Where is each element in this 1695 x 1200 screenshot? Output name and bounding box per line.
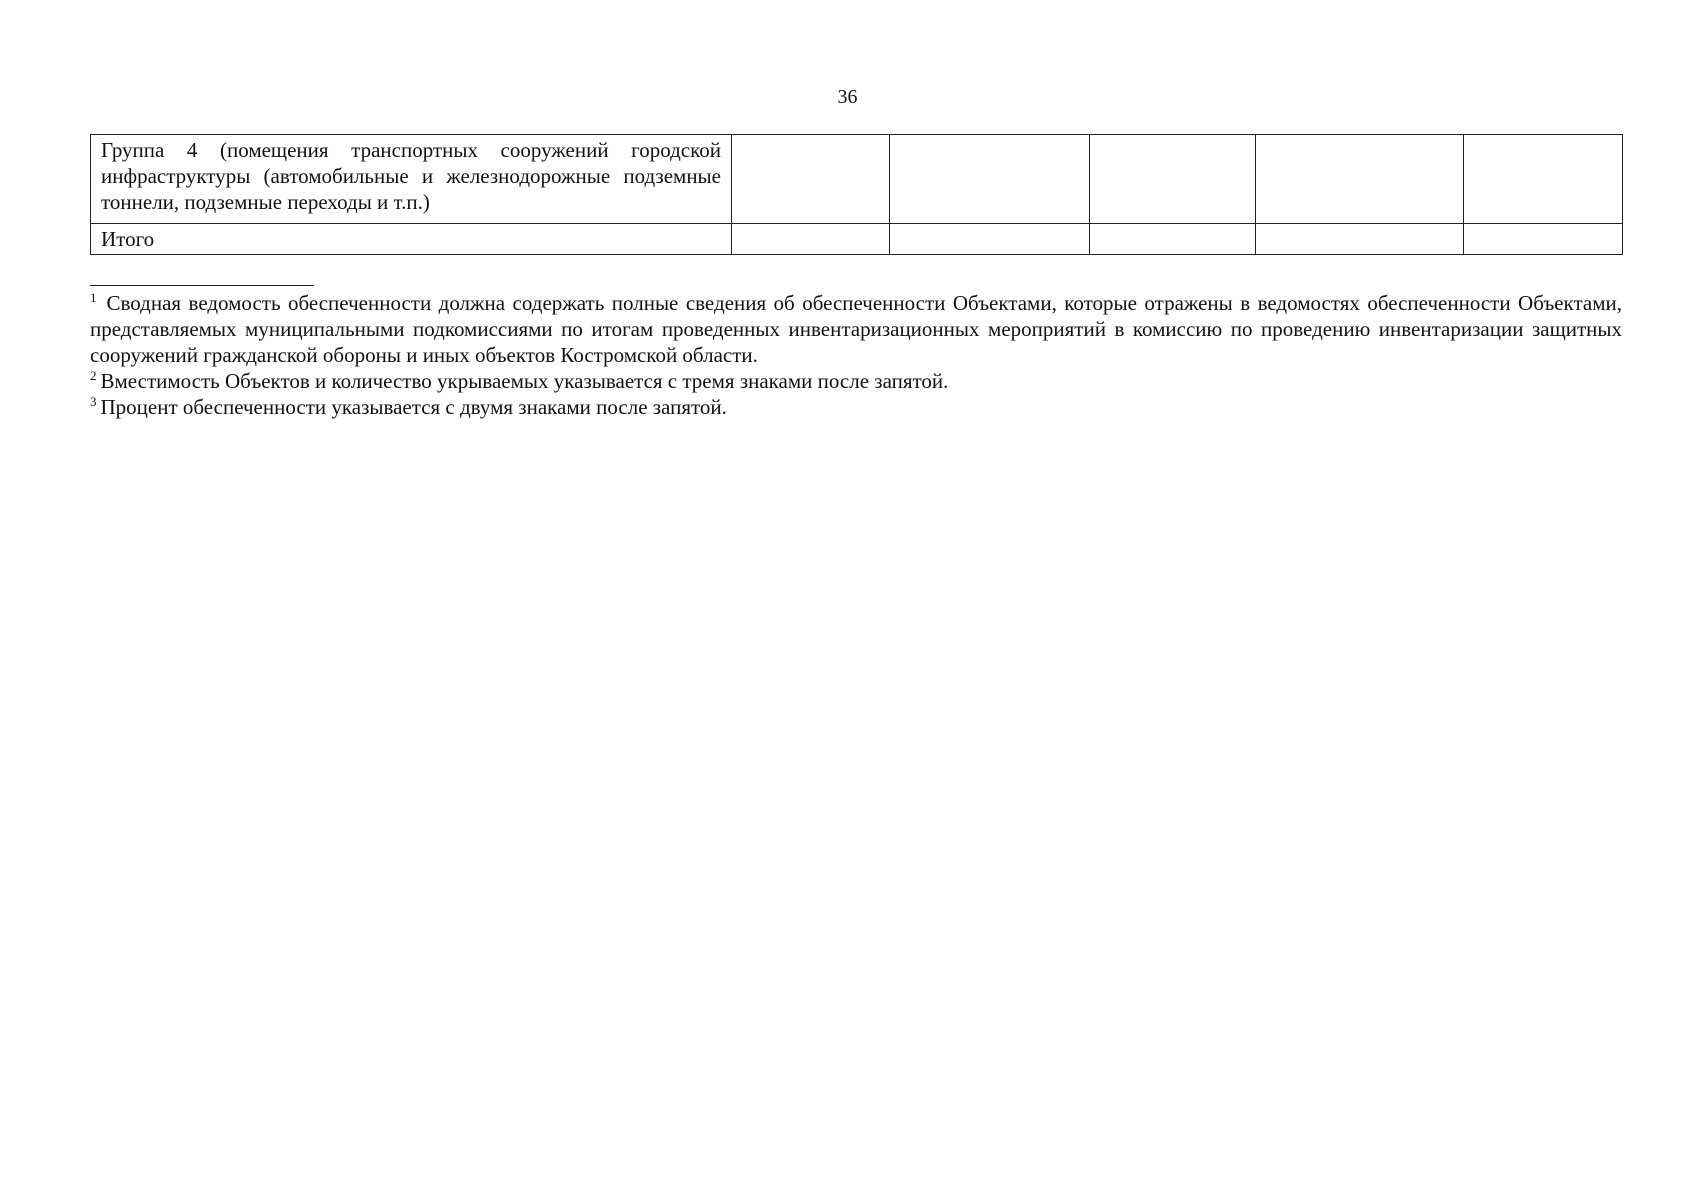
footnote-marker: 1 [90, 290, 97, 305]
footnote-text: Процент обеспеченности указывается с двумя знаками после запятой. [100, 395, 727, 419]
row-label-total: Итого [91, 224, 732, 255]
table-cell [1256, 224, 1464, 255]
table-row-group-4 [91, 135, 1623, 224]
table-cell [890, 135, 1090, 224]
table-cell [1464, 224, 1623, 255]
footnote-marker: 2 [90, 368, 97, 383]
page-number: 36 [837, 86, 858, 108]
footnote-separator [90, 285, 314, 286]
coverage-summary-table [90, 134, 1623, 255]
footnote-3 [90, 394, 1622, 420]
table-cell [1090, 224, 1256, 255]
table-row-total [91, 224, 1623, 255]
table-cell [1464, 135, 1623, 224]
table-cell [890, 224, 1090, 255]
row-label-group-4: Группа 4 (помещения транспортных сооружений городской инфраструктуры (автомобильные и железнодорожные подземные тоннели, подземные переходы и т.п.) [91, 135, 732, 224]
footnote-marker: 3 [90, 394, 97, 409]
footnote-2 [90, 368, 1622, 394]
footnote-text: Сводная ведомость обеспеченности должна содержать полные сведения об обеспеченности Объектами, которые отражены в ведомостях обеспеченности Объектами, представляемых муниципальными подкомиссиями по итогам проведенных инвентаризационных мероприятий в комиссию по проведению инвентаризации защитных сооружений гражданской обороны и иных объектов Костромской области. [90, 291, 1622, 367]
table-cell [1256, 135, 1464, 224]
footnote-text: Вместимость Объектов и количество укрываемых указывается с тремя знаками после запятой. [100, 369, 949, 393]
table-cell [732, 224, 890, 255]
table-cell [732, 135, 890, 224]
footnotes [90, 290, 1622, 420]
footnote-1 [90, 290, 1622, 368]
table-cell [1090, 135, 1256, 224]
